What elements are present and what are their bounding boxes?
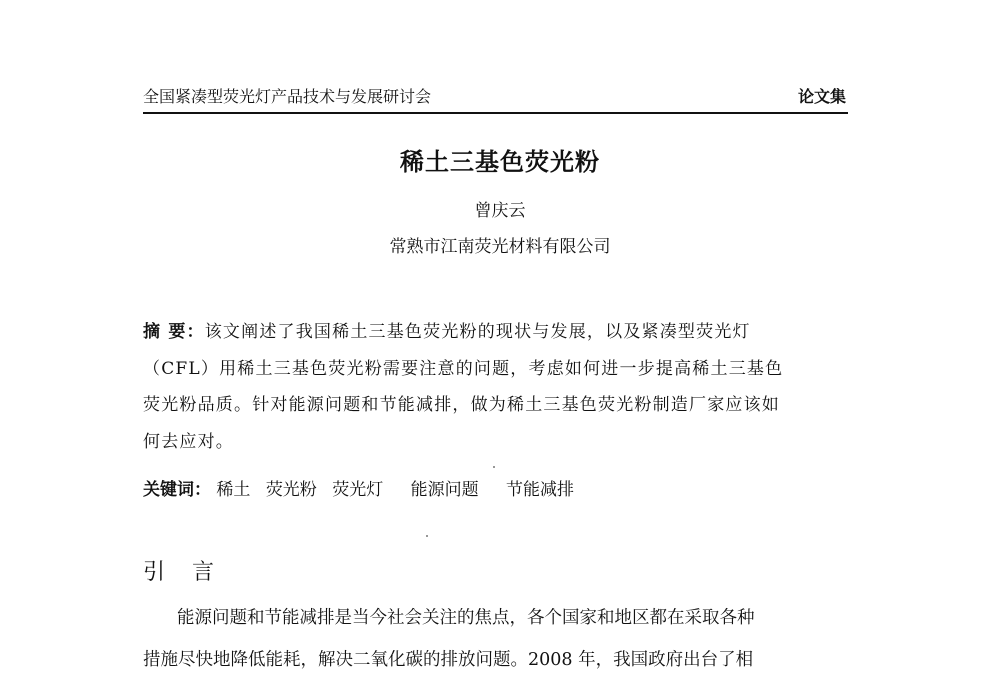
collection-label: 论文集 xyxy=(797,87,846,106)
keyword-item: 稀土 xyxy=(216,480,251,500)
keyword-item: 节能减排 xyxy=(506,480,575,500)
body-line: 能源问题和节能减排是当今社会关注的焦点，各个国家和地区都在采取各种 xyxy=(177,608,755,628)
abstract-line: （CFL）用稀土三基色荧光粉需要注意的问题，考虑如何进一步提高稀土三基色 xyxy=(143,358,784,379)
keywords-label: 关键词： xyxy=(143,480,211,500)
keywords xyxy=(143,477,848,503)
scan-speck xyxy=(493,466,495,468)
author-name: 曾庆云 xyxy=(474,201,526,221)
conference-name: 全国紧凑型荧光灯产品技术与发展研讨会 xyxy=(143,87,432,106)
keyword-item: 能源问题 xyxy=(410,480,479,500)
section-body xyxy=(143,597,848,681)
paper-title: 稀土三基色荧光粉 xyxy=(400,148,600,176)
running-header xyxy=(143,86,848,114)
author-affiliation: 常熟市江南荧光材料有限公司 xyxy=(389,237,611,257)
abstract xyxy=(143,314,848,460)
abstract-line: 何去应对。 xyxy=(143,431,234,452)
abstract-text: 该文阐述了我国稀土三基色荧光粉的现状与发展，以及紧凑型荧光灯 xyxy=(204,322,751,342)
keyword-item: 荧光粉 xyxy=(265,480,317,500)
scan-speck xyxy=(426,535,428,537)
keyword-item: 荧光灯 xyxy=(332,480,384,500)
body-line: 措施尽快地降低能耗，解决二氧化碳的排放问题。2008 年，我国政府出台了相 xyxy=(143,650,754,670)
abstract-line xyxy=(143,314,848,351)
section-heading: 引 言 xyxy=(143,560,224,585)
abstract-label: 摘 要： xyxy=(143,322,205,342)
abstract-line: 荧光粉品质。针对能源问题和节能减排，做为稀土三基色荧光粉制造厂家应该如 xyxy=(143,395,780,416)
